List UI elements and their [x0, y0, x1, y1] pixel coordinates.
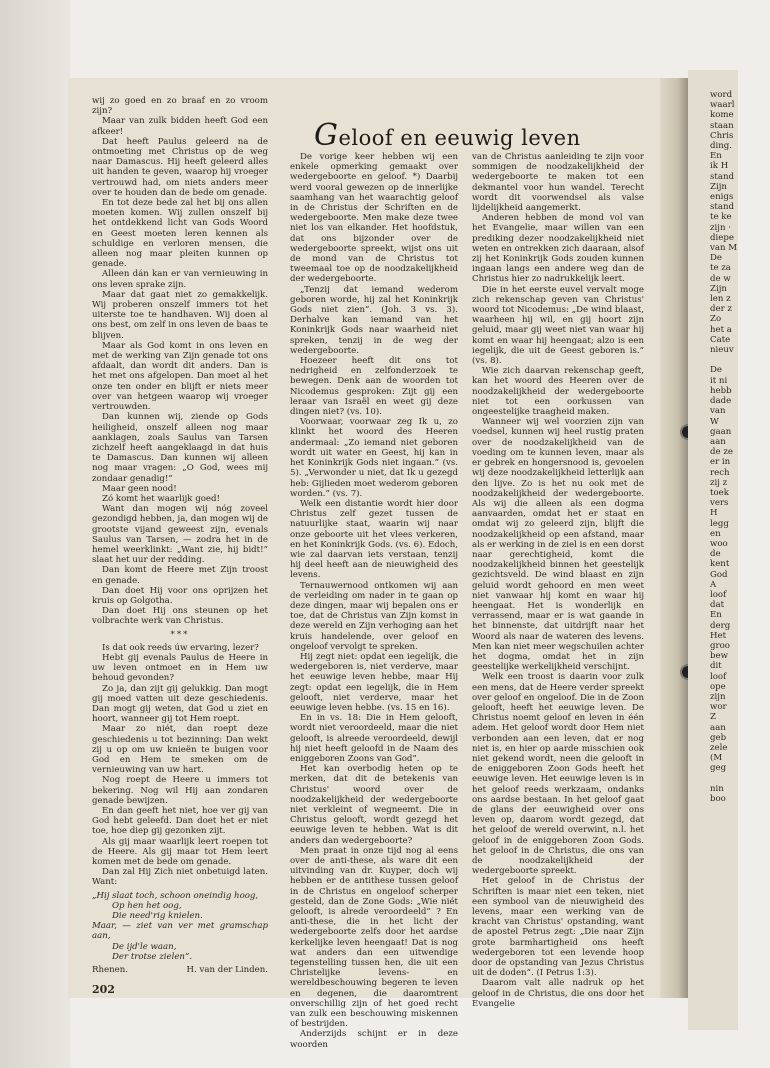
article-title: [314, 118, 581, 153]
next-page-line-fragment: W: [710, 416, 719, 427]
next-page-line-fragment: En: [710, 151, 722, 162]
next-page-line-fragment: staan: [710, 120, 734, 131]
next-page-line-fragment: zij z: [710, 477, 728, 488]
next-page-line-fragment: A: [710, 579, 717, 590]
next-page-line-fragment: word: [710, 90, 733, 100]
paragraph: Voorwaar, voorwaar zeg Ik u, zo klinkt het woord des Heeren andermaal: „Zo iemand niet geboren wordt uit water en Geest, hij kan in het Koninkrijk Gods niet ingaan.” (vs. 5). „Verwonder u niet, dat Ik u gezegd heb: Gijlieden moet wederom geboren worden.” (vs. 7).: [290, 417, 458, 499]
paragraph: Maar als God komt in ons leven en met de werking van Zijn genade tot ons afdaalt, dan wordt dit anders. Dan is het met ons afgelopen. Dan moet al het onze ten onder en blijft er niets meer over van hetgeen waarop wij vroeger vertrouwden.: [92, 340, 268, 413]
paragraph: De vorige keer hebben wij een enkele opmerking gemaakt over wedergeboorte en geloof. *) Daarbij werd vooral gewezen op de innerlijke saamhang van het waarachtig geloof in de Christus der Schriften en de wedergeboorte. Men make deze twee niet los van elkander. Het hoofdstuk, dat ons bijzonder over de wedergeboorte spreekt, wijst ons uit de mond van de Christus tot tweemaal toe op de noodzakelijkheid der wedergeboorte.: [290, 152, 458, 285]
paragraph: Wie zich daarvan rekenschap geeft, kan het woord des Heeren over de noodzakelijkheid der wedergeboorte niet tot een oorkussen van ongeestelijke traagheid maken.: [472, 366, 644, 418]
next-page-line-fragment: te za: [710, 263, 731, 274]
paragraph: En in vs. 18: Die in Hem gelooft, wordt niet veroordeeld, maar die niet gelooft, is alreede veroordeeld, dewijl hij niet heeft geloofd in de Naam des eniggeboren Zoons van God”.: [290, 713, 458, 764]
next-page-line-fragment: de w: [710, 273, 731, 284]
binding-gutter: [660, 78, 690, 998]
next-page-line-fragment: ope: [710, 681, 726, 692]
paragraph: Dat heeft Paulus geleerd na de ontmoeting met Christus op de weg naar Damascus. Hij heeft geleerd alles uit handen te geven, waarop hij vroeger vertrouwd had, om niets anders meer over te houden dan de bede om genade.: [92, 136, 268, 198]
next-page-line-fragment: derg: [710, 620, 731, 631]
next-page-line-fragment: rech: [710, 467, 730, 478]
magazine-page: [68, 78, 668, 1050]
next-page-line-fragment: de ze: [710, 447, 733, 458]
next-page-line-fragment: gaan: [710, 426, 732, 437]
paragraph: Die in het eerste euvel vervalt moge zich rekenschap geven van Christus' woord tot Nicodemus: „De wind blaast, waarheen hij wil, en gij hoort zijn geluid, maar gij weet niet van waar hij komt en waar hij heengaat; alzo is een iegelijk, die uit de Geest geboren is.” (vs. 8).: [472, 284, 644, 367]
poem-line: Die need'rig knielen.: [112, 911, 203, 922]
poem-line: Op hen het oog,: [112, 900, 182, 911]
paragraph: Dan zal Hij Zich niet onbetuigd laten. Want:: [92, 867, 268, 888]
next-page-line-fragment: nin: [710, 783, 724, 794]
next-page-line-fragment: en: [710, 528, 721, 539]
next-page-line-fragment: loof: [710, 589, 727, 600]
paragraph: Dan doet Hij voor ons oprijzen het kruis op Golgotha.: [92, 585, 268, 606]
next-page-line-fragment: groo: [710, 640, 730, 651]
paragraph: Anderen hebben de mond vol van het Evangelie, maar willen van een prediking dezer noodzakelijkheid niet weten en ontrekken zich daaraan, alsof zij het Koninkrijk Gods zouden kunnen ingaan langs een andere weg dan de Christus hier zo nadrukkelijk leert.: [472, 213, 644, 285]
next-page-line-fragment: En: [710, 610, 722, 621]
paragraph: wij zo goed en zo braaf en zo vroom zijn?: [92, 96, 268, 117]
next-page-line-fragment: hebb: [710, 385, 732, 396]
paragraph: Want dan mogen wij nóg zoveel gezondigd hebben, ja, dan mogen wij de grootste vijand geweest zijn, evenals Saulus van Tarsen, — zodra het in de hemel weerklinkt: „Want zie, hij bidt!” slaat het uur der redding.: [92, 504, 268, 566]
title-rest: eloof en eeuwig leven: [338, 126, 581, 150]
paragraph: En dan geeft het niet, hoe ver gij van God hebt geleefd. Dan doet het er niet toe, hoe diep gij gezonken zijt.: [92, 806, 268, 837]
paragraph: Hoezeer heeft dit ons tot nedrigheid en zelfonderzoek te bewegen. Denk aan de woorden tot Nicodemus gesproken: Zijt gij een leraar van Israël en weet gij deze dingen niet? (vs. 10).: [290, 356, 458, 418]
next-page-line-fragment: van: [710, 406, 726, 417]
next-page-line-fragment: enigs: [710, 192, 734, 203]
paragraph: Welk een troost is daarin voor zulk een mens, dat de Heere verder spreekt over geloof en ongeloof. Die in de Zoon gelooft, heeft het eeuwige leven. De Christus noemt geloof en leven in één adem. Het geloof wordt door Hem niet verbonden aan een leven, dat er nog niet is, en hier op aarde misschien ook niet gekend wordt, neen die gelooft in de eniggeboren Zoon Gods heeft het eeuwige leven. Het eeuwige leven is in het geloof reeds werkzaam, ondanks ons aardse bestaan. In het geloof gaat de glans der eeuwigheid over ons leven op, daarom wordt gezegd, dat het geloof de wereld overwint, n.l. het geloof in de eniggeboren Zoon Gods. het geloof in de Christus, die ons van de noodzakelijkheid der wedergeboorte spreekt.: [472, 672, 644, 877]
paragraph: Hij zegt niet: opdat een iegelijk, die wedergeboren is, niet verderve, maar het eeuwige leven hebbe, maar Hij zegt: opdat een iegelijk, die in Hem gelooft, niet verderve, maar het eeuwige leven hebbe. (vs. 15 en 16).: [290, 651, 458, 713]
paragraph: Het geloof in de Christus der Schriften is maar niet een teken, niet een symbool van de nieuwigheid des levens, maar een werking van de kracht van Christus' opstanding, want de apostel Petrus zegt: „Die naar Zijn grote barmhartigheid ons heeft wedergeboren tot een levende hoop door de opstanding van Jezus Christus uit de doden”. (I Petrus 1:3).: [472, 876, 644, 979]
paragraph: Ternauwernood ontkomen wij aan de verleiding om nader in te gaan op deze dingen, maar wij bepalen ons er toe, dat de Christus van Zijn komst in deze wereld en Zijn verhoging aan het kruis handelende, over geloof en ongeloof vervolgt te spreken.: [290, 580, 458, 652]
next-page-line-fragment: loof: [710, 671, 727, 682]
next-page-line-fragment: nieuv: [710, 345, 734, 356]
signature: [92, 965, 268, 975]
paragraph: Zó komt het waarlijk goed!: [102, 493, 220, 504]
next-page-line-fragment: (M: [710, 753, 723, 764]
next-page-line-fragment: God: [710, 569, 728, 580]
middle-column: [290, 152, 458, 1050]
next-page-line-fragment: [710, 355, 770, 365]
next-page-line-fragment: het a: [710, 324, 732, 335]
next-page-line-fragment: der z: [710, 304, 732, 315]
paragraph: Maar dat gaat niet zo gemakkelijk. Wij proberen onszelf immers tot het uiterste toe te handhaven. Wij doen al ons best, om zelf in ons leven de baas te blijven.: [92, 289, 268, 341]
next-page-line-fragment: Het: [710, 630, 727, 641]
next-page-line-fragment: te ke: [710, 212, 732, 223]
left-column: [92, 96, 268, 975]
next-page-line-fragment: zele: [710, 743, 728, 753]
next-page-line-fragment: Cate: [710, 334, 731, 345]
page-shadow: [0, 0, 70, 1068]
paragraph: Hebt gij evenals Paulus de Heere in uw leven ontmoet en in Hem uw behoud gevonden?: [92, 652, 268, 684]
next-page-edge: [688, 70, 738, 1030]
next-page-line-fragment: geb: [710, 732, 727, 743]
next-page-line-fragment: bew: [710, 651, 728, 662]
paragraph: Is dat ook reeds úw ervaring, lezer?: [102, 642, 259, 653]
next-page-line-fragment: stand: [710, 171, 735, 182]
paragraph: Maar zo niét, dan roept deze geschiedenis u tot bezinning: Dan wekt zij u op om uw knieën te buigen voor God en Hem te smeken om de vernieuwing van uw hart.: [92, 724, 268, 776]
right-column: [472, 152, 644, 1009]
paragraph: Zo ja, dan zijt gij gelukkig. Dan mogt gij moed vatten uit deze geschiedenis. Dan mogt gij weten, dat God u ziet en hoort, wanneer gij tot Hem roept.: [92, 683, 268, 725]
next-page-line-fragment: toek: [710, 487, 729, 498]
paragraph: Dan kunnen wij, ziende op Gods heiligheid, onszelf alleen nog maar aanklagen, zoals Saulus van Tarsen zichzelf heeft aangeklaagd in dat huis te Damascus. Dan kunnen wij alleen nog maar vragen: „O God, wees mij zondaar genadig!”: [92, 412, 268, 484]
paragraph: Dan doet Hij ons steunen op het volbrachte werk van Christus.: [92, 606, 268, 627]
next-page-line-fragment: boo: [710, 794, 726, 805]
next-page-line-fragment: [710, 774, 770, 784]
next-page-column: [710, 90, 770, 804]
next-page-line-fragment: len z: [710, 294, 731, 305]
next-page-line-fragment: H: [710, 508, 718, 519]
next-page-line-fragment: geg: [710, 763, 727, 774]
next-page-line-fragment: dat: [710, 600, 725, 611]
next-page-line-fragment: van M: [710, 243, 738, 254]
paragraph: Dan komt de Heere met Zijn troost en genade.: [92, 565, 268, 586]
paragraph: Het kan overbodig heten op te merken, dat dit de betekenis van Christus' woord over de noodzakelijkheid der wedergeboorte niet verkleint of wegneemt. Die in Christus gelooft, wordt gezegd het eeuwige leven te hebben. Wat is dit anders dan wedergeboorte?: [290, 764, 458, 846]
next-page-line-fragment: dade: [710, 396, 732, 407]
next-page-line-fragment: waarl: [710, 100, 735, 111]
next-page-line-fragment: ik H: [710, 161, 729, 172]
next-page-line-fragment: woo: [710, 538, 728, 549]
paragraph: Welk een distantie wordt hier door Christus zelf gezet tussen de natuurlijke staat, waarin wij naar onze geboorte uit het vlees verkeren, en het Koninkrijk Gods. (vs. 6). Edoch, wie zal daarvan iets verstaan, tenzij hij deel heeft aan de nieuwigheid des levens.: [290, 498, 458, 581]
paragraph: Anderzijds schijnt er in deze woorden: [290, 1029, 458, 1050]
next-page-line-fragment: Z: [710, 712, 716, 723]
next-page-line-fragment: Zijn: [710, 283, 727, 294]
next-page-line-fragment: Zo: [710, 314, 722, 325]
paragraph: Als gij maar waarlijk leert roepen tot de Heere. Als gij maar tot Hem leert komen met de bede om genade.: [92, 836, 268, 868]
next-page-line-fragment: it ni: [710, 375, 728, 386]
title-initial: G: [314, 118, 339, 153]
poem-line: Maar, — ziet van ver met gramschap aan,: [92, 921, 268, 942]
next-page-line-fragment: er in: [710, 457, 731, 468]
paragraph: Men praat in onze tijd nog al eens over de anti-these, als ware dit een uitvinding van dr. Kuyper, doch wij hebben er de antithese tussen geloof in de Christus en ongeloof scherper gesteld, dan de Zone Gods: „Wie niét gelooft, is alrede veroordeeld” ? En anti-these, die in het licht der wedergeboorte zelfs door het aardse kerkelijke leven heengaat! Dat is nog wat anders dan een uitwendige tegenstelling tussen hen, die uit een Christelijke levens- en wereldbeschouwing begeren te leven en degenen, die daaromtrent onverschillig zijn of het goed recht van zulk een beschouwing miskennen of bestrijden.: [290, 845, 458, 1030]
next-page-line-fragment: ding.: [710, 141, 733, 152]
paragraph: Wanneer wij wel voorzien zijn van voedsel, kunnen wij heel rustig praten over de noodzakelijkheid van de voeding om te kunnen leven, maar als er gebrek en hongersnood is, gevoelen wij deze noodzakelijkheid letterlijk aan den lijve. Zo is het nu ook met de noodzakelijkheid der wedergeboorte. Als wij die alleen als een dogma aanvaarden, omdat het er staat en omdat wij zo geleerd zijn, blijft die noodzakelijkheid op een afstand, maar als er werking in de ziel is en een dorst naar gerechtigheid, komt die noodzakelijkheid binnen het geestelijk gezichtsveld. De wind blaast en zijn geluid wordt gehoord en men weet niet vanwaar hij komt en waar hij heengaat. Het is wonderlijk en verrassend, maar er is wat gaande in het binnenste, dat uitdrijft naar het Woord als naar de wateren des levens. Men kan niet meer wegschuilen achter het dogma, omdat het in zijn geestelijke werkelijkheid verschijnt.: [472, 417, 644, 673]
signature-author: H. van der Linden.: [186, 965, 268, 976]
next-page-line-fragment: dit: [710, 661, 722, 672]
next-page-line-fragment: De: [710, 365, 722, 376]
next-page-line-fragment: kome: [710, 110, 734, 121]
paragraph: Maar geen nood!: [102, 483, 177, 494]
next-page-line-fragment: kent: [710, 559, 730, 570]
paragraph: Maar van zulk bidden heeft God een afkeer!: [92, 116, 268, 137]
next-page-line-fragment: aan: [710, 722, 726, 733]
next-page-line-fragment: diepe: [710, 232, 734, 243]
next-page-line-fragment: stand: [710, 202, 735, 213]
next-page-line-fragment: zijn ·: [710, 222, 731, 233]
next-page-line-fragment: Zijn: [710, 181, 727, 192]
next-page-line-fragment: de: [710, 549, 721, 560]
next-page-line-fragment: legg: [710, 518, 729, 529]
page-number: 202: [92, 983, 115, 996]
paragraph: „Tenzij dat iemand wederom geboren worde, hij zal het Koninkrijk Gods niet zien”. (Joh. 3 vs. 3). Derhalve kan iemand van het Koninkrijk Gods naar waarheid niet spreken, tenzij in de weg der wedergeboorte.: [290, 284, 458, 356]
section-separator: ***: [170, 629, 190, 640]
paragraph: van de Christus aanleiding te zijn voor sommigen de noodzakelijkheid der wedergeboorte te maken tot een dekmantel voor hun wandel. Terecht wordt dit voorwendsel als valse lijdelijkheid aangemerkt.: [472, 152, 644, 214]
paragraph: Alleen dán kan er van vernieuwing in ons leven sprake zijn.: [92, 269, 268, 290]
next-page-line-fragment: Chris: [710, 130, 734, 141]
next-page-line-fragment: wor: [710, 702, 727, 713]
next-page-line-fragment: aan: [710, 436, 726, 447]
poem-line: Der trotse zielen”.: [112, 951, 193, 962]
paragraph: En tot deze bede zal het bij ons allen moeten komen. Wij zullen onszelf bij het ontdekkend licht van Gods Woord en Geest moeten leren kennen als schuldige en verloren mensen, die alleen nog maar pleiten kunnen op genade.: [92, 198, 268, 270]
paragraph: Nog roept de Heere u immers tot bekering. Nog wil Hij aan zondaren genade bewijzen.: [92, 775, 268, 806]
signature-place: Rhenen.: [92, 965, 128, 976]
poem-quote: [92, 891, 268, 962]
next-page-line-fragment: vers: [710, 498, 729, 509]
poem-line: „Hij slaat toch, schoon oneindig hoog,: [92, 890, 259, 901]
poem-line: De ijd'le waan,: [112, 941, 177, 952]
next-page-line-fragment: zijn: [710, 691, 726, 702]
paragraph: Daarom valt alle nadruk op het geloof in de Christus, die ons door het Evangelie: [472, 978, 644, 1009]
next-page-line-fragment: De: [710, 253, 722, 264]
